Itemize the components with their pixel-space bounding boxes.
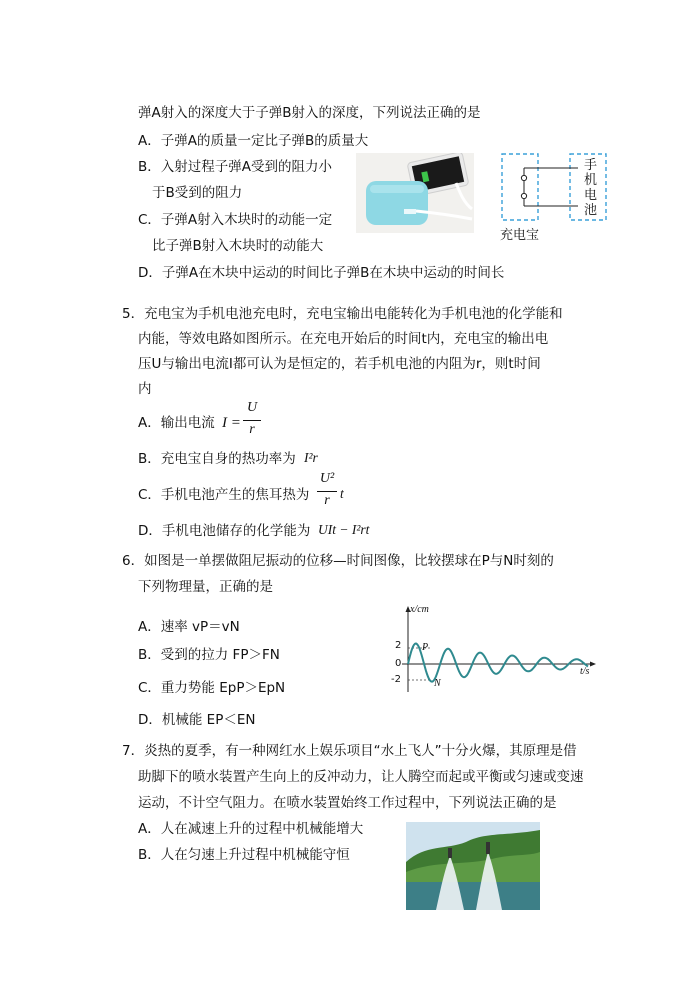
- q4-option-d: D．子弹A在木块中运动的时间比子弹B在木块中运动的时间长: [138, 265, 505, 281]
- q5-option-c-fraction-bar: [317, 491, 337, 492]
- oscillation-svg: [388, 604, 600, 696]
- graph-tick-0: 0: [395, 658, 402, 669]
- q7-stem-line3: 运动，不计空气阻力。在喷水装置始终工作过程中，下列说法正确的是: [138, 795, 557, 811]
- q5-option-d-expr: UIt − I²rt: [318, 522, 370, 537]
- q6-stem-line2: 下列物理量，正确的是: [138, 579, 273, 595]
- q4-intro: 弹A射入的深度大于子弹B射入的深度，下列说法正确的是: [138, 105, 481, 121]
- q7-stem-line1: 7．炎热的夏季，有一种网红水上娱乐项目“水上飞人”十分火爆，其原理是借: [122, 743, 577, 759]
- graph-tick-minus-2: -2: [391, 674, 401, 685]
- q5-stem-line2: 内能，等效电路如图所示。在充电开始后的时间t内，充电宝的输出电: [138, 331, 549, 347]
- graph-tick-2: 2: [395, 640, 402, 651]
- graph-point-p: P: [422, 642, 429, 653]
- power-bank-photo: [356, 153, 474, 233]
- q7-option-b: B．人在匀速上升过程中机械能守恒: [138, 847, 350, 863]
- q4-option-b-line1: B．入射过程子弹A受到的阻力小: [138, 159, 332, 175]
- q5-option-d: D．手机电池储存的化学能为: [138, 523, 311, 539]
- q7-stem-line2: 助脚下的喷水装置产生向上的反冲动力，让人腾空而起或平衡或匀速或变速: [138, 769, 584, 785]
- q6-option-b: B．受到的拉力 FP＞FN: [138, 647, 280, 663]
- graph-x-axis-label: t/s: [580, 666, 590, 677]
- equivalent-circuit-diagram: [498, 150, 610, 244]
- q5-stem-line3: 压U与输出电流I都可认为是恒定的，若手机电池的内阻为r，则t时间: [138, 356, 541, 372]
- power-bank-label: 充电宝: [500, 228, 540, 243]
- q4-option-c-line2: 比子弹B射入木块时的动能大: [152, 238, 324, 254]
- q5-option-c-t: t: [340, 486, 344, 501]
- q4-option-c-line1: C．子弹A射入木块时的动能一定: [138, 212, 333, 228]
- q7-option-a: A．人在减速上升的过程中机械能增大: [138, 821, 364, 837]
- graph-y-axis-label: x/cm: [410, 604, 429, 615]
- damped-oscillation-graph: [388, 604, 600, 696]
- q6-option-a: A．速率 vP＝vN: [138, 619, 240, 635]
- q5-option-a-numerator: U: [246, 400, 258, 415]
- phone-battery-label-2: 机: [584, 173, 598, 188]
- x-axis-arrow: [590, 662, 596, 667]
- graph-point-n: N: [434, 678, 441, 689]
- q5-option-a: A．输出电流: [138, 415, 215, 431]
- q5-stem-line1: 5．充电宝为手机电池充电时，充电宝输出电能转化为手机电池的化学能和: [122, 306, 563, 322]
- water-flyer-photo: [406, 822, 540, 910]
- q5-option-c: C．手机电池产生的焦耳热为: [138, 487, 310, 503]
- q4-option-a: A．子弹A的质量一定比子弹B的质量大: [138, 133, 369, 149]
- q5-option-b-expr: I²r: [304, 450, 318, 465]
- q5-option-a-eq: I =: [222, 415, 241, 431]
- q5-stem-line4: 内: [138, 381, 152, 397]
- q5-option-a-denominator: r: [249, 422, 255, 437]
- q4-option-b-line2: 于B受到的阻力: [152, 185, 243, 201]
- phone-battery-label-1: 手: [584, 158, 598, 173]
- q5-option-a-fraction-bar: [243, 420, 261, 421]
- phone-battery-label-3: 电: [584, 188, 598, 203]
- damped-wave-curve: [408, 644, 588, 682]
- q5-option-b: B．充电宝自身的热功率为: [138, 451, 296, 467]
- q6-stem-line1: 6．如图是一单摆做阻尼振动的位移—时间图像，比较摆球在P与N时刻的: [122, 553, 554, 569]
- q5-option-c-numerator: U²: [319, 471, 335, 486]
- q5-option-c-denominator: r: [324, 493, 330, 508]
- phone-battery-label-4: 池: [584, 203, 598, 218]
- q6-option-d: D．机械能 EP＜EN: [138, 712, 256, 728]
- q6-option-c: C．重力势能 EpP＞EpN: [138, 680, 286, 696]
